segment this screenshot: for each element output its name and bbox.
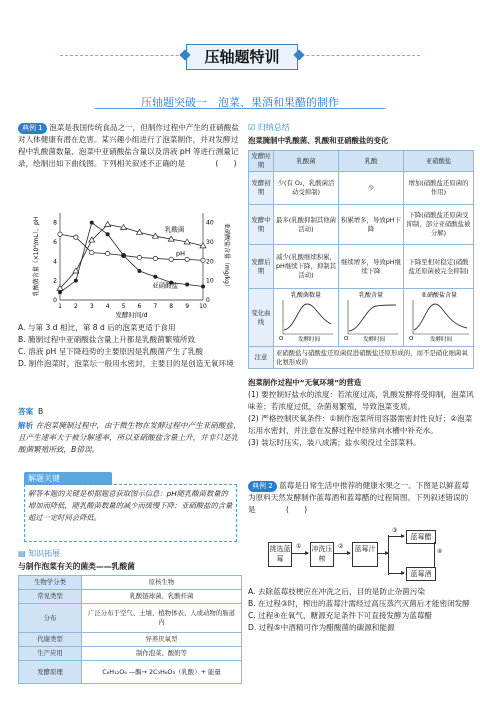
- table-key: 分布: [19, 604, 82, 633]
- data-point-dot: [153, 275, 157, 279]
- flow-wash-press: 冲洗压榨: [310, 542, 334, 567]
- table-cell: 少: [339, 172, 404, 205]
- table-cell: 积累增多，导致pH下降: [339, 205, 404, 245]
- x-tick-label: 10: [199, 303, 207, 310]
- data-point-circle: [137, 255, 141, 259]
- summary-tag: [248, 122, 290, 133]
- data-point-circle: [105, 251, 109, 255]
- period-cell: 发酵初期: [249, 172, 274, 205]
- curve-title: 乳酸菌数量: [290, 292, 322, 299]
- series-annotation: 亚硝酸盐: [152, 281, 179, 290]
- table-value: 原核生物: [82, 576, 242, 590]
- flow-arrow: [388, 573, 404, 574]
- data-point-circle: [201, 258, 205, 262]
- x-tick-label: 1: [58, 303, 62, 310]
- example1-options: [18, 322, 243, 370]
- data-point-dot: [185, 283, 189, 287]
- data-point-circle: [153, 256, 157, 260]
- flow-vinegar: 蓝莓醋: [406, 530, 436, 544]
- knowledge-tag-label: 知识拓展: [28, 549, 61, 558]
- data-point-circle: [169, 257, 173, 261]
- curve-cell-acid: [339, 289, 404, 347]
- knowledge-tag: [18, 548, 60, 559]
- y-tick-label-right: 10: [206, 277, 214, 285]
- example2-options: [248, 586, 474, 634]
- data-point-dot: [106, 232, 110, 236]
- example1-text: 泡菜是我国传统食品之一，但制作过程中产生的亚硝酸盐对人体健康有潜在危害。某兴趣小组进行了泡菜制作，并对发酵过程中乳酸菌数量、泡菜中亚硝酸盐含量以及溶液 pH 等进行测量记录，绘制出如下曲线图。下列相关叙述不正确的是 ( ): [18, 123, 239, 168]
- option-b: B. 在过程③时，榨出的蓝莓汁需经过高压蒸汽灭菌后才能密闭发酵: [248, 599, 470, 608]
- y-tick-label-left: 6: [53, 239, 57, 246]
- example1-tag: 典例 1: [18, 123, 47, 134]
- curve-cell-nitrite: [404, 289, 474, 347]
- flow-branch: [388, 535, 390, 575]
- option-b: B. 腌制过程中亚硝酸盐含量上升都是乳酸菌繁殖所致: [18, 335, 196, 344]
- x-tick-label: 3: [89, 303, 94, 310]
- table-key: 生物学分类: [19, 576, 82, 590]
- data-point-dot: [201, 284, 205, 288]
- data-point-dot: [137, 269, 141, 273]
- table-cell: 继续增多，导致pH继续下降: [339, 245, 404, 289]
- series-annotation: 乳酸菌: [164, 225, 185, 234]
- axis-origin: O: [279, 336, 284, 342]
- flow-select-berries: 挑选蓝莓: [268, 542, 292, 567]
- page-title: 压轴题特训: [186, 44, 298, 70]
- table-row: [19, 576, 242, 590]
- x-tick-label: 5: [121, 303, 126, 310]
- header-cell: 发酵时期: [249, 151, 274, 172]
- summary-tag-label: 归纳总结: [257, 123, 290, 132]
- option-a: A. 与第 3 d 相比，第 8 d 后的泡菜更适于食用: [18, 323, 176, 332]
- y-tick-label-left: 8: [53, 219, 57, 227]
- series-annotation: pH: [175, 249, 186, 258]
- table-row: [249, 205, 474, 245]
- option-c: C. 过程④在氧气、糖源充足条件下可直接发酵为蓝莓醋: [248, 611, 432, 620]
- flow-wine: 蓝莓酒: [406, 567, 436, 581]
- header-cell: 乳酸菌: [274, 151, 339, 172]
- x-tick-label: 4: [105, 303, 110, 310]
- answer-value: B: [38, 407, 44, 416]
- anaerobic-list: [248, 389, 474, 449]
- table-row: [249, 245, 474, 289]
- example2-stem: [248, 480, 474, 516]
- y-tick-label-right: 30: [206, 239, 214, 246]
- note-label: 注意: [249, 347, 274, 369]
- table-cell: 减少(乳酸继续积累，pH继续下降，抑制其活动): [274, 245, 339, 289]
- curve-row: [249, 289, 474, 347]
- fermentation-chart: [18, 205, 243, 320]
- y-axis-label-right: 亚硝酸盐含量（mg/kg）: [223, 223, 230, 290]
- table-key: 发酵原理: [19, 661, 82, 684]
- curve-cell-bacteria: [274, 289, 339, 347]
- y-tick-label-left: 2: [53, 277, 57, 285]
- option-a: A. 去除蓝莓枝梗应在冲洗之后，目的是防止杂菌污染: [248, 587, 425, 596]
- answer-label: 答案: [18, 407, 34, 416]
- analysis: [18, 420, 243, 456]
- analysis-text: 在泡菜腌制过程中，由于微生物在发酵过程中产生亚硝酸盐，且产生速率大于被分解速率，所以亚硝酸盐含量上升，并非只是乳酸菌繁殖所致，B错误。: [18, 421, 241, 454]
- table-row: [19, 661, 242, 684]
- flow-connector: [434, 542, 436, 567]
- x-tick-label: 6: [137, 303, 142, 310]
- table-value: 异养厌氧型: [82, 633, 242, 647]
- subtitle-rule: [95, 108, 385, 109]
- header-cell: 乳酸: [339, 151, 404, 172]
- flow-diagram: [248, 527, 474, 580]
- list-item: (3) 装坛时压实，装八成满；盐水须没过全部菜料。: [248, 438, 421, 447]
- x-tick-label: 8: [169, 303, 174, 310]
- x-tick-label: 2: [73, 303, 78, 310]
- acid-curve: [342, 290, 400, 342]
- axis-origin: O: [408, 336, 413, 342]
- table-cell: 最多(乳酸抑制其他菌活动): [274, 205, 339, 245]
- nitrite-curve: [407, 290, 471, 342]
- curve-title: 乳酸含量: [358, 292, 384, 299]
- analysis-label: 解析: [18, 421, 34, 430]
- step-number: ④: [437, 548, 443, 555]
- header-cell: 亚硝酸盐: [404, 151, 474, 172]
- note-row: [249, 347, 474, 369]
- flow-arrow: [388, 536, 404, 537]
- y-tick-label-left: 0: [53, 297, 57, 304]
- lactobacillus-table: [18, 575, 242, 684]
- checklist-icon: ☑: [248, 123, 256, 132]
- list-item: (2) 严格控制厌氧条件：①制作泡菜所用容器需密封性良好；②泡菜坛用水密封，并注意在发酵过程中经常向水槽中补充水。: [248, 414, 473, 435]
- flow-arrow: [334, 553, 350, 554]
- flow-arrow: [378, 553, 388, 554]
- table-cell: 下降(硝酸盐还原菌受抑制，部分亚硝酸盐被分解): [404, 205, 474, 245]
- summary-title: 泡菜腌制中乳酸菌、乳酸和亚硝酸盐的变化: [248, 136, 389, 145]
- period-cell: 发酵后期: [249, 245, 274, 289]
- y-axis-label-left: 乳酸菌含量（×10⁸/mL）、pH: [33, 216, 40, 297]
- knowledge-title: 与制作泡菜有关的菌类——乳酸菌: [18, 562, 135, 571]
- table-cell: 下降至相对稳定(硝酸盐还原菌被完全抑制): [404, 245, 474, 289]
- example2-text: 蓝莓是日常生活中推荐的健康水果之一。下图是以鲜蓝莓为原料天然发酵制作蓝莓酒和蓝莓醋的过程简图。下列叙述错误的是 ( ): [248, 481, 469, 514]
- table-value: 制作泡菜、酸奶等: [82, 647, 242, 661]
- table-key: 常见类型: [19, 590, 82, 604]
- table-row: [19, 647, 242, 661]
- step-number: ①: [296, 543, 302, 550]
- x-axis-label: 发酵时间/d: [115, 311, 148, 319]
- step-number: ②: [338, 543, 344, 550]
- bacteria-curve: [277, 290, 335, 342]
- axis-x-label: 发酵时间: [429, 337, 452, 342]
- data-point-dot: [74, 279, 78, 283]
- table-row: [19, 633, 242, 647]
- data-point-dot: [122, 254, 126, 258]
- data-point-dot: [90, 221, 94, 225]
- table-row: [19, 590, 242, 604]
- example2-tag: 典例 2: [248, 481, 277, 492]
- data-point-triangle: [105, 222, 111, 227]
- axis-x-label: 发酵时间: [362, 337, 386, 342]
- y-tick-label-right: 20: [206, 258, 214, 266]
- y-tick-label-right: 40: [206, 219, 214, 227]
- list-item: (1) 要控制好盐水的浓度：若浓度过高，乳酸发酵将受抑制，泡菜风味差；若浓度过低，杂菌易繁殖，导致泡菜变质。: [248, 390, 474, 411]
- option-d: D. 过程⑤中酒精可作为醋酸菌的碳源和能源: [248, 623, 395, 632]
- answer-line: [18, 406, 243, 418]
- anaerobic-title: 泡菜制作过程中“无氧环境”的营造: [248, 378, 362, 387]
- data-point-dot: [58, 290, 62, 294]
- table-cell: 增加(硝酸盐还原菌的作用): [404, 172, 474, 205]
- data-point-circle: [74, 235, 78, 239]
- book-icon: ▤: [18, 549, 26, 558]
- axis-x-label: 发酵时间: [297, 337, 321, 342]
- tip-tag: 解题关键: [24, 472, 112, 485]
- table-row: [19, 604, 242, 633]
- x-tick-label: 9: [185, 303, 190, 310]
- table-cell: 少(有 O₂，乳酸菌活动受抑制): [274, 172, 339, 205]
- table-value: 乳酸链球菌、乳酸杆菌: [82, 590, 242, 604]
- curve-title: 亚硝酸盐含量: [420, 292, 457, 299]
- axis-origin: O: [344, 336, 349, 342]
- data-point-circle: [90, 250, 94, 254]
- period-cell: 变化曲线: [249, 289, 274, 347]
- flow-arrow: [292, 553, 308, 554]
- example1-stem: [18, 122, 243, 170]
- table-key: 代谢类型: [19, 633, 82, 647]
- tip-text: 解答本题的关键是根据题意获取图示信息：pH随乳酸菌数量的增加而降低，随乳酸菌数量的减少而缓慢下降；亚硝酸盐的含量超过一定时间会降低。: [28, 489, 233, 522]
- x-tick-label: 7: [153, 303, 158, 310]
- table-key: 生产应用: [19, 647, 82, 661]
- flow-juice: 蓝莓汁: [352, 542, 378, 567]
- summary-table: [248, 150, 474, 369]
- section-subtitle: 压轴题突破一 泡菜、果酒和果醋的制作: [141, 96, 339, 109]
- table-value: 广泛分布于空气、土壤、植物体表、人或动物的肠道内: [82, 604, 242, 633]
- step-number: ③: [392, 527, 398, 534]
- table-value: C₆H₁₂O₆ —酶→ 2C₃H₆O₃（乳酸）+ 能量: [82, 661, 242, 684]
- table-row: [249, 172, 474, 205]
- y-tick-label-left: 4: [53, 258, 57, 266]
- option-c: C. 溶液 pH 呈下降趋势的主要原因是乳酸菌产生了乳酸: [18, 347, 203, 356]
- period-cell: 发酵中期: [249, 205, 274, 245]
- table-header-row: [249, 151, 474, 172]
- data-point-circle: [58, 232, 62, 236]
- option-d: D. 制作泡菜时，泡菜坛一般用水密封，主要目的是创造无氧环境: [18, 359, 234, 368]
- y-tick-label-right: 0: [206, 297, 210, 304]
- data-point-circle: [185, 257, 189, 261]
- note-text: 亚硝酸盐与硝酸盐还原菌促进硝酸盐还原形成的，而不是硝化细菌氧化氨形成的: [274, 347, 474, 369]
